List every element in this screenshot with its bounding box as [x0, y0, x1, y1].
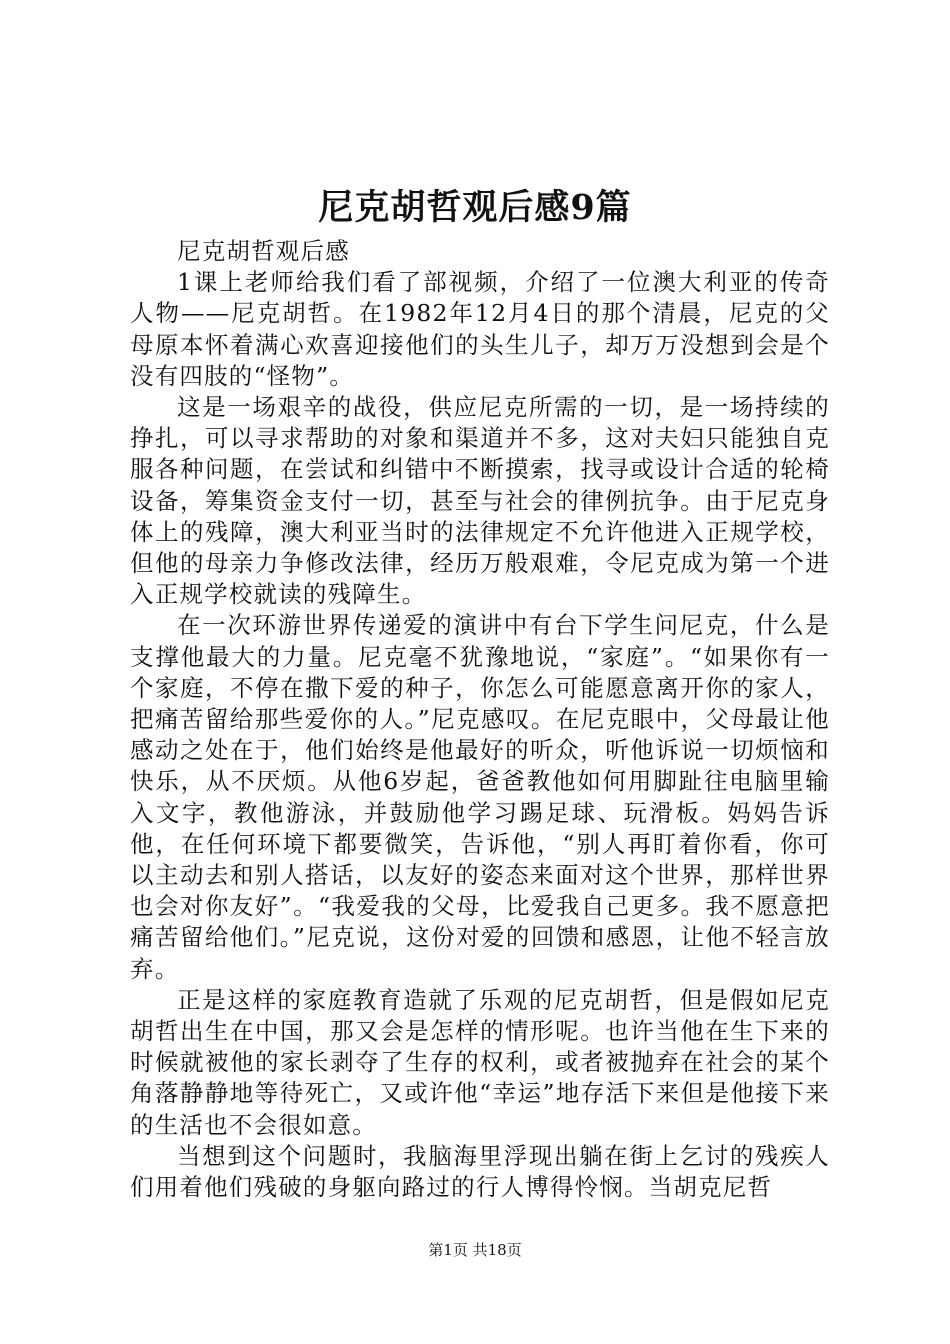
document-title: 尼克胡哲观后感9篇	[318, 187, 632, 228]
paragraph-subtitle: 尼克胡哲观后感	[177, 237, 350, 265]
paragraph: 1课上老师给我们看了部视频，介绍了一位澳大利亚的传奇人物——尼克胡哲。在1982年12月4日的那个清晨，尼克的父母原本怀着满心欢喜迎接他们的头生儿子，却万万没想到会是个没有四肢的“怪物”。	[130, 268, 830, 390]
paragraph: 在一次环游世界传递爱的演讲中有台下学生问尼克，什么是支撑他最大的力量。尼克毫不犹豫地说，“家庭”。“如果你有一个家庭，不停在撒下爱的种子，你怎么可能愿意离开你的家人，把痛苦留给那些爱你的人。”尼克感叹。在尼克眼中，父母最让他感动之处在于，他们始终是他最好的听众，听他诉说一切烦恼和快乐，从不厌烦。从他6岁起，爸爸教他如何用脚趾往电脑里输入文字，教他游泳，并鼓励他学习踢足球、玩滑板。妈妈告诉他，在任何环境下都要微笑，告诉他，“别人再盯着你看，你可以主动去和别人搭话，以友好的姿态来面对这个世界，那样世界也会对你友好”。“我爱我的父母，比爱我自己更多。我不愿意把痛苦留给他们。”尼克说，这份对爱的回馈和感恩，让他不轻言放弃。	[130, 611, 830, 983]
paragraph: 这是一场艰辛的战役，供应尼克所需的一切，是一场持续的挣扎，可以寻求帮助的对象和渠道并不多，这对夫妇只能独自克服各种问题，在尝试和纠错中不断摸索，找寻或设计合适的轮椅设备，筹集资金支付一切，甚至与社会的律例抗争。由于尼克身体上的残障，澳大利亚当时的法律规定不允许他进入正规学校，但他的母亲力争修改法律，经历万般艰难，令尼克成为第一个进入正规学校就读的残障生。	[130, 393, 830, 609]
paragraph: 当想到这个问题时，我脑海里浮现出躺在街上乞讨的残疾人们用着他们残破的身躯向路过的行人博得怜悯。当胡克尼哲	[130, 1141, 830, 1202]
paragraph: 正是这样的家庭教育造就了乐观的尼克胡哲，但是假如尼克胡哲出生在中国，那又会是怎样的情形呢。也许当他在生下来的时候就被他的家长剥夺了生存的权利，或者被抛弃在社会的某个角落静静地等待死亡，又或许他“幸运”地存活下来但是他接下来的生活也不会很如意。	[130, 985, 830, 1139]
page-footer: 第1页 共18页	[428, 1241, 522, 1259]
document-body	[130, 236, 830, 1203]
